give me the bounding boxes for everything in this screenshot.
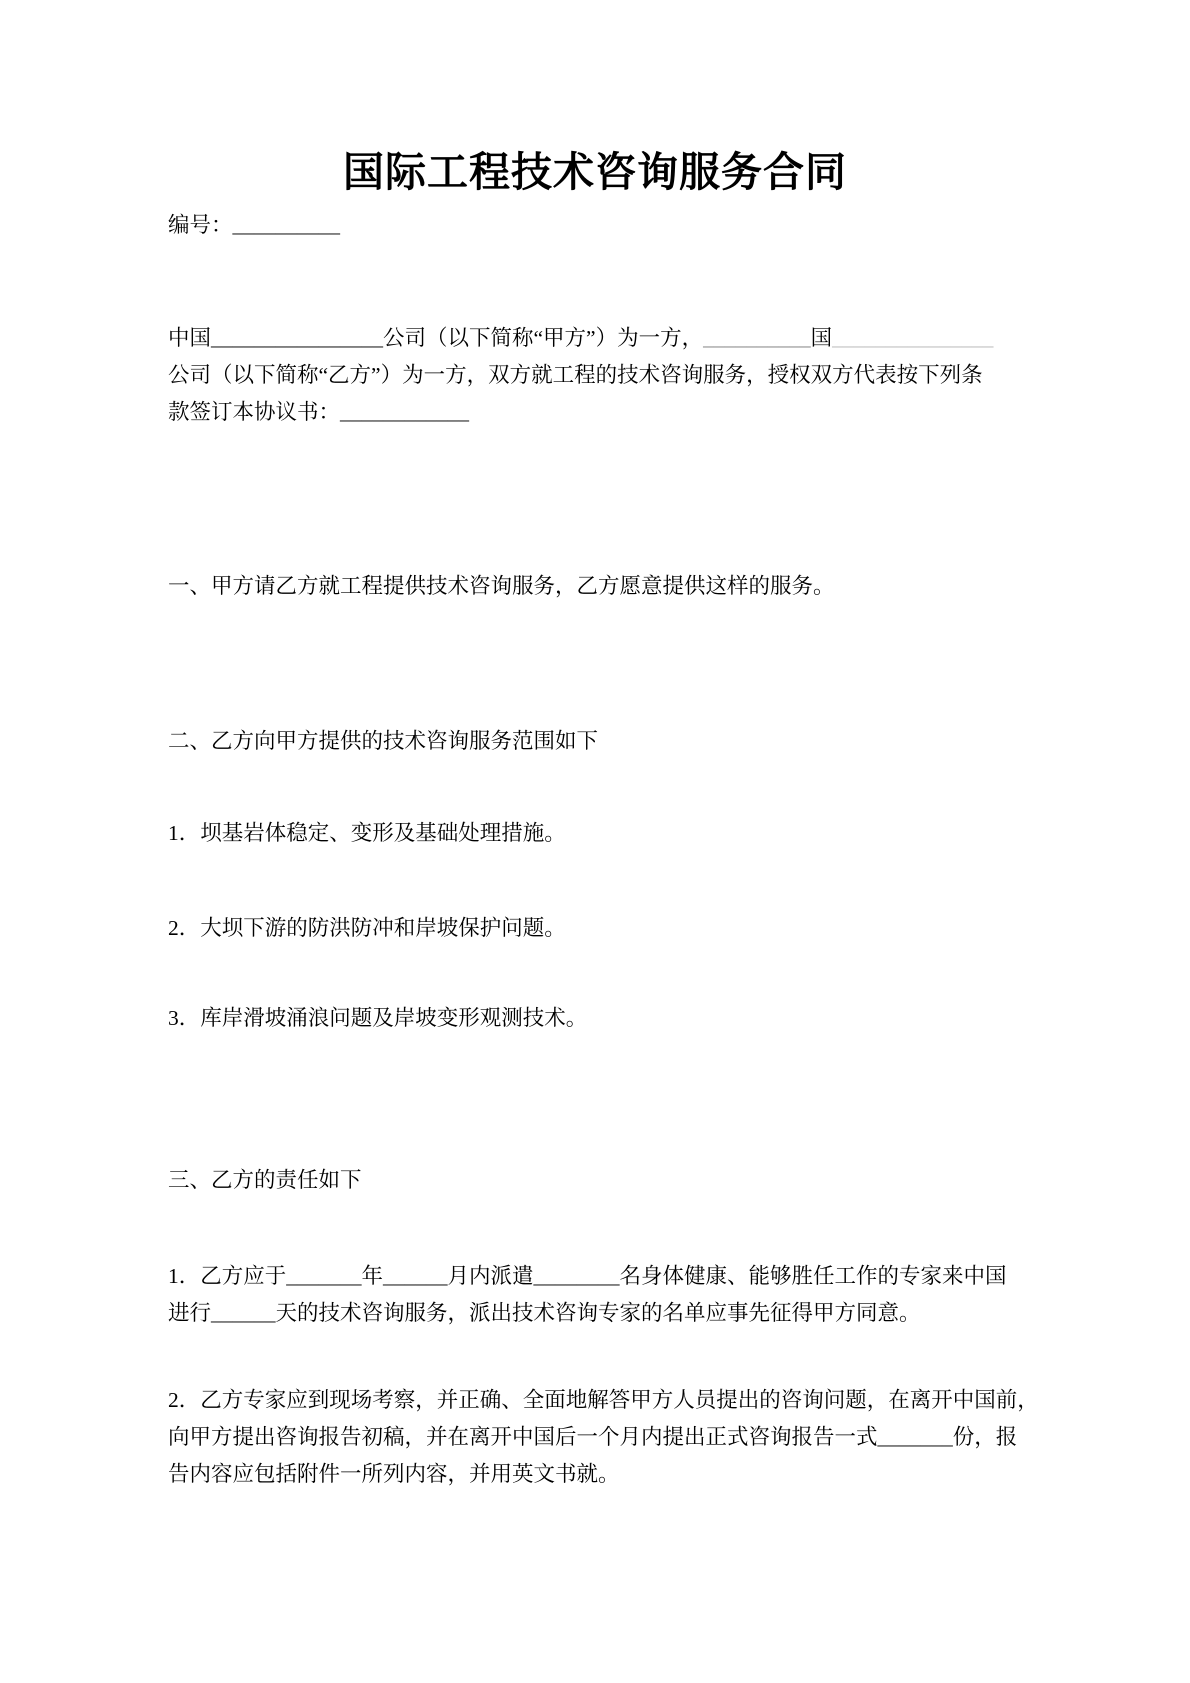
duty-text: 1．乙方应于 (168, 1264, 287, 1288)
clause-1: 一、甲方请乙方就工程提供技术咨询服务，乙方愿意提供这样的服务。 (168, 574, 835, 598)
duty-text: 名身体健康、能够胜任工作的专家来中国 (619, 1264, 1007, 1288)
party-a-company-blank-field: ________________ (211, 326, 384, 350)
document-title: 国际工程技术咨询服务合同 (343, 149, 847, 195)
clause-3-heading: 三、乙方的责任如下 (168, 1168, 362, 1192)
duty-text: 天的技术咨询服务，派出技术咨询专家的名单应事先征得甲方同意。 (275, 1301, 921, 1325)
scope-item-2: 2．大坝下游的防洪防冲和岸坡保护问题。 (168, 916, 566, 940)
duty-text: 向甲方提出咨询报告初稿，并在离开中国后一个月内提出正式咨询报告一式 (168, 1425, 878, 1449)
intro-line-3 (168, 394, 1022, 431)
duty-text: 告内容应包括附件一所列内容，并用英文书就。 (168, 1462, 620, 1486)
intro-text: 公司（以下简称“乙方”）为一方，双方就工程的技术咨询服务，授权双方代表按下列条 (168, 363, 983, 387)
duty-text: 进行 (168, 1301, 212, 1325)
intro-line-1 (168, 320, 1022, 357)
contract-number-line (168, 210, 1022, 240)
duty-text: 月内派遣 (447, 1264, 534, 1288)
report-copies-blank-field: _______ (877, 1425, 953, 1449)
duty-item-2-line-1 (168, 1382, 1039, 1419)
scope-item-1: 1．坝基岩体稳定、变形及基础处理措施。 (168, 821, 566, 845)
agreement-date-blank-field: ____________ (340, 400, 470, 424)
intro-paragraph (168, 320, 1022, 431)
duty-item-2-line-3 (168, 1456, 1022, 1493)
contract-number-blank-field: __________ (232, 213, 341, 237)
intro-text: 国 (810, 326, 833, 350)
duty-text: 份，报 (952, 1425, 1018, 1449)
duty-item-2 (168, 1382, 1039, 1493)
duty-item-1 (168, 1258, 1022, 1332)
duty-item-2-line-2 (168, 1419, 1022, 1456)
intro-text: 公司（以下简称“甲方”）为一方， (383, 326, 704, 350)
intro-text: 款签订本协议书： (168, 400, 341, 424)
party-b-country-blank-field: __________ (703, 326, 811, 350)
year-blank-field: _______ (286, 1264, 362, 1288)
duty-item-1-line-2 (168, 1295, 1022, 1332)
party-b-company-blank-field: _______________ (832, 326, 994, 350)
duty-item-1-line-1 (168, 1258, 1022, 1295)
scope-item-3: 3．库岸滑坡涌浪问题及岸坡变形观测技术。 (168, 1006, 588, 1030)
duty-text: 2．乙方专家应到现场考察，并正确、全面地解答甲方人员提出的咨询问题，在离开中国前， (168, 1388, 1039, 1412)
experts-count-blank-field: ________ (533, 1264, 620, 1288)
duty-text: 年 (361, 1264, 384, 1288)
days-blank-field: ______ (211, 1301, 276, 1325)
intro-line-2 (168, 357, 1022, 394)
intro-text: 中国 (168, 326, 212, 350)
clause-2-heading: 二、乙方向甲方提供的技术咨询服务范围如下 (168, 729, 599, 753)
contract-number-label: 编号： (168, 213, 233, 237)
month-blank-field: ______ (383, 1264, 448, 1288)
